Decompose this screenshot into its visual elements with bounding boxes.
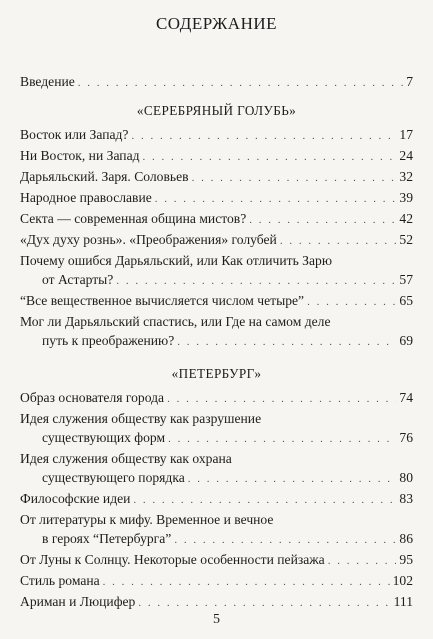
dot-leader: [174, 531, 396, 550]
dot-leader: [155, 190, 397, 209]
dot-leader: [143, 148, 397, 167]
toc-entry: [20, 489, 413, 508]
dot-leader: [131, 127, 396, 146]
dot-leader: [249, 211, 396, 230]
dot-leader: [188, 470, 397, 489]
toc-entry-page: 111: [393, 594, 413, 609]
toc-entry-label: Идея служения обществу как разрушение: [20, 411, 262, 426]
toc-entry-row: [20, 331, 413, 350]
toc-entry: [20, 188, 413, 207]
toc-entry-label: Ариман и Люцифер: [20, 594, 136, 609]
toc-entry-row: [20, 291, 413, 310]
toc-entry-label: Секта — современная община мистов?: [20, 211, 247, 226]
toc-entry-page: 52: [399, 232, 413, 247]
toc-entry: [20, 209, 413, 228]
toc-entry-label: в героях “Петербурга”: [42, 531, 172, 546]
toc-entry-page: 7: [406, 74, 413, 89]
toc-entry: [20, 312, 413, 350]
dot-leader: [103, 573, 390, 592]
toc-entry-row: [20, 550, 413, 569]
toc-entry-label: Философские идеи: [20, 491, 131, 506]
toc-entry-page: 95: [399, 552, 413, 567]
toc-entry-label: «Дух духу рознь». «Преображения» голубей: [20, 232, 277, 247]
toc-entry: [20, 510, 413, 548]
section-heading: «ПЕТЕРБУРГ»: [171, 366, 262, 381]
toc-entry-page: 32: [399, 169, 413, 184]
toc-entry-page: 76: [399, 430, 413, 445]
dot-leader: [116, 272, 396, 291]
dot-leader: [328, 552, 397, 571]
toc-entry-intro: [20, 72, 413, 91]
toc-entry-page: 42: [399, 211, 413, 226]
toc-entry-label: “Все вещественное вычисляется числом четыре”: [20, 293, 305, 308]
dot-leader: [177, 333, 396, 352]
toc-entry-label: Народное православие: [20, 190, 152, 205]
toc-entry-label: Введение: [20, 74, 75, 89]
toc-entry-row: [20, 388, 413, 407]
toc-entry-label: Мог ли Дарьяльский спастись, или Где на самом деле: [20, 314, 331, 329]
dot-leader: [138, 594, 390, 613]
toc-entry: [20, 146, 413, 165]
toc-entry-page: 39: [399, 190, 413, 205]
dot-leader: [167, 390, 396, 409]
toc-entry: [20, 125, 413, 144]
toc-entry-row: [20, 592, 413, 611]
toc-entry: [20, 388, 413, 407]
toc-entry-label: Стиль романа: [20, 573, 100, 588]
dot-leader: [78, 74, 403, 93]
toc-entry: [20, 449, 413, 487]
toc-entry-row: [20, 428, 413, 447]
toc-entry-row: [20, 270, 413, 289]
section-heading: «СЕРЕБРЯНЫЙ ГОЛУБЬ»: [136, 103, 297, 118]
toc-entry: [20, 230, 413, 249]
toc-entry-label: От литературы к мифу. Временное и вечное: [20, 512, 274, 527]
toc-entry: [20, 167, 413, 186]
page-title: СОДЕРЖАНИЕ: [155, 14, 278, 33]
toc-entry-page: 69: [399, 333, 413, 348]
toc-entry-page: 57: [399, 272, 413, 287]
toc-entry: [20, 571, 413, 590]
toc-entry-page: 86: [399, 531, 413, 546]
toc-entry: [20, 592, 413, 611]
toc-entry-page: 65: [399, 293, 413, 308]
toc-entry: [20, 550, 413, 569]
toc-entry-row: [20, 571, 413, 590]
toc-entry-row: [20, 125, 413, 144]
toc-entry-label: Дарьяльский. Заря. Соловьев: [20, 169, 189, 184]
toc-entry-label: от Астарты?: [42, 272, 114, 287]
toc-entry-page: 102: [392, 573, 413, 588]
toc-entry-row: [20, 146, 413, 165]
dot-leader: [307, 293, 396, 312]
toc-entry-label: Почему ошибся Дарьяльский, или Как отличить Зарю: [20, 253, 332, 268]
table-of-contents: [20, 72, 413, 613]
toc-entry: [20, 251, 413, 289]
toc-entry-label: существующего порядка: [42, 470, 185, 485]
toc-entry-row: [20, 188, 413, 207]
toc-entry-page: 83: [399, 491, 413, 506]
dot-leader: [280, 232, 397, 251]
toc-entry-row: [20, 468, 413, 487]
toc-entry-label: существующих форм: [42, 430, 166, 445]
toc-entry-row: [20, 209, 413, 228]
toc-entry-label: Восток или Запад?: [20, 127, 129, 142]
toc-entry-label: Ни Восток, ни Запад: [20, 148, 140, 163]
toc-entry: [20, 291, 413, 310]
toc-entry-row: [20, 489, 413, 508]
toc-entry-page: 24: [399, 148, 413, 163]
dot-leader: [133, 491, 396, 510]
page-number: 5: [213, 612, 220, 627]
dot-leader: [192, 169, 397, 188]
dot-leader: [168, 430, 396, 449]
toc-entry-label: Образ основателя города: [20, 390, 165, 405]
toc-entry-row: [20, 167, 413, 186]
toc-entry-row: [20, 529, 413, 548]
toc-entry: [20, 409, 413, 447]
toc-entry-page: 17: [399, 127, 413, 142]
toc-entry-row: [20, 230, 413, 249]
toc-entry-label: От Луны к Солнцу. Некоторые особенности пейзажа: [20, 552, 325, 567]
toc-entry-page: 74: [399, 390, 413, 405]
toc-entry-page: 80: [399, 470, 413, 485]
toc-entry-label: путь к преображению?: [42, 333, 175, 348]
toc-entry-label: Идея служения обществу как охрана: [20, 451, 232, 466]
